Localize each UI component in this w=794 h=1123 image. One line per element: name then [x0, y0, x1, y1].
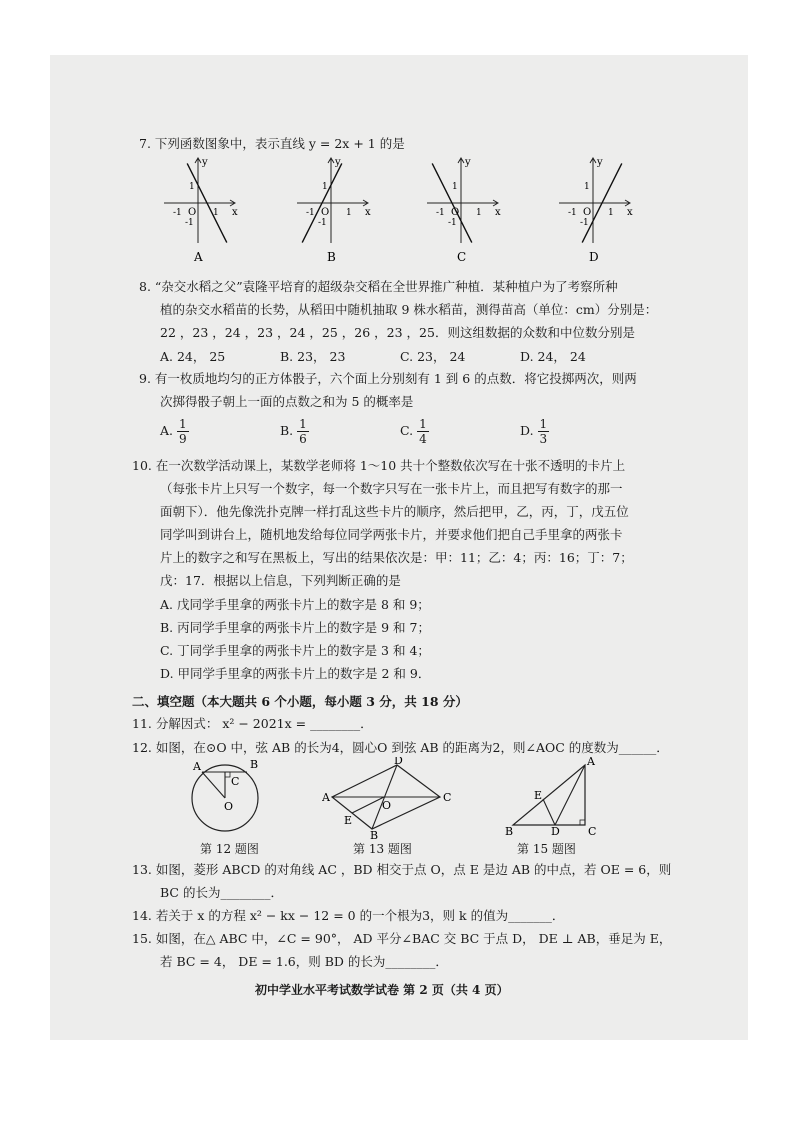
q9-option-b: B. $\frac{1}{6}$ — [280, 417, 307, 446]
tick-label-x-one: 1 — [213, 208, 219, 218]
fig13-label-e: E — [344, 814, 353, 827]
q9-line1: 9. 有一枚质地均匀的正方体骰子，六个面上分别刻有 1 到 6 的点数．将它投掷两次，则两 — [139, 371, 637, 386]
q15-line2: 若 BC = 4， DE = 1.6，则 BD 的长为________． — [160, 954, 448, 969]
x-axis-label: x — [495, 207, 501, 218]
fig12-right-angle — [225, 772, 230, 777]
origin-label: O — [451, 207, 460, 218]
fig15-caption: 第 15 题图 — [517, 842, 576, 856]
fig12-caption: 第 12 题图 — [200, 842, 259, 856]
fig13-caption: 第 13 题图 — [353, 842, 412, 856]
q10-line3: 面朝下）．他先像洗扑克牌一样打乱这些卡片的顺序，然后把甲，乙，丙，丁，戊五位 — [160, 504, 629, 519]
fig13-label-d: D — [394, 757, 403, 767]
q9-option-d: D. $\frac{1}{3}$ — [520, 417, 548, 446]
q7-graph-letter: B — [327, 250, 336, 264]
q7-stem: 7. 下列函数图象中，表示直线 y = 2x + 1 的是 — [139, 136, 405, 151]
q10-line4: 同学叫到讲台上，随机地发给每位同学两张卡片，并要求他们把自己手里拿的两张卡 — [160, 527, 623, 542]
origin-label: O — [188, 207, 197, 218]
page-footer: 初中学业水平考试数学试卷 第 2 页（共 4 页） — [255, 983, 509, 997]
tick-label-x-neg-one: -1 — [306, 208, 315, 218]
q12-text: 12. 如图，在⊙O 中，弦 AB 的长为4，圆心O 到弦 AB 的距离为2，则∠AOC 的度数为______． — [132, 740, 669, 755]
tick-label-x-neg-one: -1 — [436, 208, 445, 218]
tick-label-x-neg-one: -1 — [568, 208, 577, 218]
tick-label-x-neg-one: -1 — [173, 208, 182, 218]
exam-page — [50, 55, 748, 1040]
q8-line1: 8. “杂交水稻之父”袁隆平培育的超级杂交稻在全世界推广种植．某种植户为了考察所种 — [139, 279, 618, 294]
q9-option-c: C. $\frac{1}{4}$ — [400, 417, 427, 446]
q13-line2: BC 的长为________． — [160, 885, 283, 900]
q9-option-a: A. $\frac{1}{9}$ — [160, 417, 187, 446]
y-axis-label: y — [465, 157, 471, 168]
q8-line3: 22 ，23 ，24 ，23 ，24 ，25 ，26 ，23 ，25．则这组数据的众数和中位数分别是 — [160, 325, 635, 340]
q15-line1: 15. 如图，在△ ABC 中，∠C = 90°， AD 平分∠BAC 交 BC 于点 D， DE ⊥ AB，垂足为 E， — [132, 931, 672, 946]
fig13-label-c: C — [443, 791, 452, 804]
fig12-label-a: A — [193, 760, 201, 773]
fig15-label-c: C — [588, 825, 597, 838]
tick-label-y-neg-one: -1 — [580, 218, 589, 228]
q10-option-b: B. 丙同学手里拿的两张卡片上的数字是 9 和 7； — [160, 620, 430, 635]
fig15-label-d: D — [551, 825, 560, 838]
fig15-label-a: A — [587, 757, 595, 768]
fig12-label-b: B — [250, 758, 259, 771]
q13-line1: 13. 如图，菱形 ABCD 的对角线 AC ，BD 相交于点 O，点 E 是边 AB 的中点，若 OE = 6，则 — [132, 862, 672, 877]
q7-graph-d — [555, 155, 635, 265]
figure-15 — [505, 757, 605, 839]
fig12-segment-ao — [202, 772, 225, 798]
figure-12 — [180, 758, 280, 840]
q9-line2: 次掷得骰子朝上一面的点数之和为 5 的概率是 — [160, 394, 414, 409]
fig15-segment-de — [543, 799, 555, 825]
q7-graph-b — [293, 155, 373, 265]
q11-text: 11. 分解因式： x² − 2021x = ________． — [132, 716, 373, 731]
tick-label-y-one: 1 — [322, 182, 328, 192]
x-axis-label: x — [232, 207, 238, 218]
tick-label-y-neg-one: -1 — [185, 218, 194, 228]
fig13-label-o: O — [382, 799, 392, 812]
tick-label-x-one: 1 — [346, 208, 352, 218]
fig15-segment-ad — [555, 765, 585, 825]
tick-label-x-one: 1 — [476, 208, 482, 218]
origin-label: O — [583, 207, 592, 218]
fig13-label-b: B — [370, 829, 379, 839]
fig12-label-o: O — [224, 800, 234, 813]
q10-option-a: A. 戊同学手里拿的两张卡片上的数字是 8 和 9； — [160, 597, 430, 612]
q8-option-c: C. 23， 24 — [400, 349, 466, 364]
q8-option-b: B. 23， 23 — [280, 349, 346, 364]
fig15-triangle — [513, 765, 585, 825]
tick-label-x-one: 1 — [608, 208, 614, 218]
q7-graph-letter: C — [457, 250, 467, 264]
q10-line1: 10. 在一次数学活动课上，某数学老师将 1～10 共十个整数依次写在十张不透明的卡片上 — [132, 458, 626, 473]
tick-label-y-one: 1 — [584, 182, 590, 192]
q8-option-d: D. 24， 24 — [520, 349, 586, 364]
q7-graph-a — [160, 155, 240, 265]
tick-label-y-neg-one: -1 — [318, 218, 327, 228]
fig15-right-angle — [580, 820, 585, 825]
fig12-label-c: C — [231, 775, 240, 788]
q10-line2: （每张卡片上只写一个数字，每一个数字只写在一张卡片上，而且把写有数字的那一 — [160, 481, 623, 496]
figure-13 — [322, 757, 452, 839]
fig13-label-a: A — [322, 791, 330, 804]
fig15-label-b: B — [505, 825, 514, 838]
q7-graph-c — [423, 155, 503, 265]
tick-label-y-neg-one: -1 — [448, 218, 457, 228]
x-axis-label: x — [365, 207, 371, 218]
q14-text: 14. 若关于 x 的方程 x² − kx − 12 = 0 的一个根为3，则 k 的值为_______． — [132, 908, 565, 923]
q10-line6: 戊：17．根据以上信息，下列判断正确的是 — [160, 573, 401, 588]
q10-option-d: D. 甲同学手里拿的两张卡片上的数字是 2 和 9． — [160, 666, 431, 681]
tick-label-y-one: 1 — [189, 182, 195, 192]
x-axis-label: x — [627, 207, 633, 218]
q10-option-c: C. 丁同学手里拿的两张卡片上的数字是 3 和 4； — [160, 643, 430, 658]
section2-title: 二、填空题（本大题共 6 个小题，每小题 3 分，共 18 分） — [132, 694, 468, 709]
q10-line5: 片上的数字之和写在黑板上，写出的结果依次是：甲：11；乙：4；丙：16；丁：7； — [160, 550, 633, 565]
q7-graph-letter: A — [194, 250, 203, 264]
y-axis-label: y — [202, 157, 208, 168]
q8-option-a: A. 24， 25 — [160, 349, 226, 364]
q8-line2: 植的杂交水稻苗的长势，从稻田中随机抽取 9 株水稻苗，测得苗高（单位：cm）分别是： — [160, 302, 658, 317]
y-axis-label: y — [335, 157, 341, 168]
tick-label-y-one: 1 — [452, 182, 458, 192]
fig15-label-e: E — [534, 789, 543, 802]
y-axis-label: y — [597, 157, 603, 168]
q7-graph-letter: D — [589, 250, 599, 264]
origin-label: O — [321, 207, 330, 218]
